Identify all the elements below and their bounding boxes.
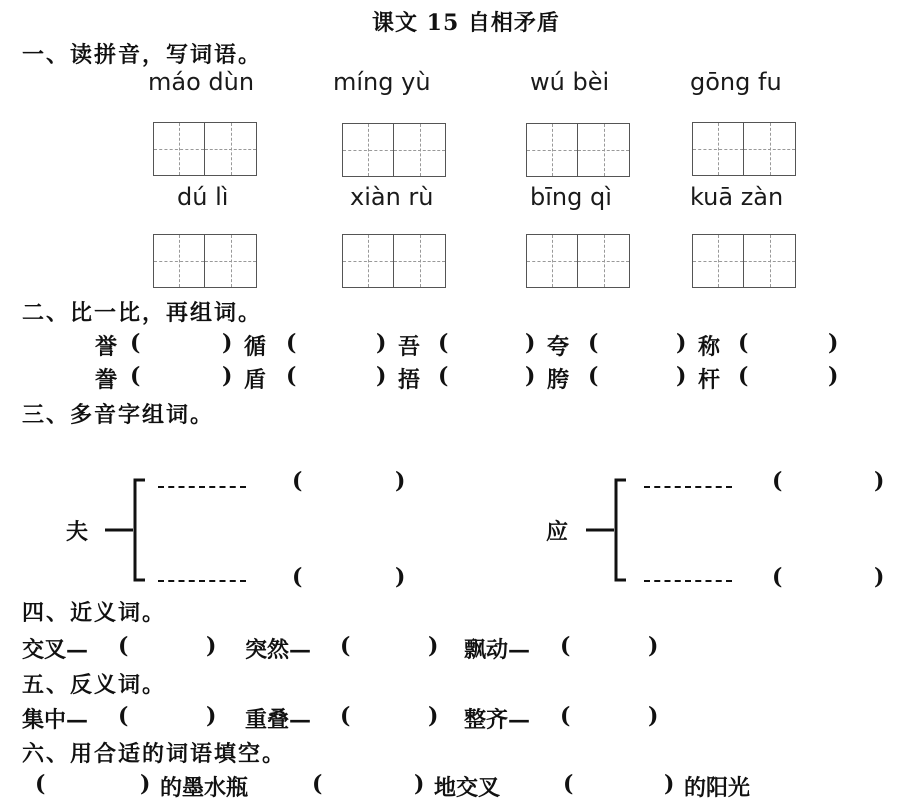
compare-char: 捂	[398, 367, 421, 393]
open-paren: (	[588, 363, 599, 389]
open-paren: (	[35, 771, 46, 797]
page-title: 课文 15 自相矛盾	[372, 10, 560, 36]
synonym-prompt: 飘动—	[464, 637, 531, 663]
open-paren: (	[340, 703, 351, 729]
close-paren: )	[376, 330, 387, 356]
answer-blank[interactable]	[158, 580, 246, 582]
close-paren: )	[525, 363, 536, 389]
section-2-heading: 二、比一比，再组词。	[22, 300, 263, 326]
fill-in-suffix: 地交叉	[434, 775, 501, 801]
writing-grid[interactable]	[526, 123, 630, 177]
answer-blank[interactable]	[158, 486, 246, 488]
close-paren: )	[206, 633, 217, 659]
close-paren: )	[676, 363, 687, 389]
compare-char: 吾	[398, 334, 421, 360]
close-paren: )	[828, 330, 839, 356]
close-paren: )	[222, 330, 233, 356]
close-paren: )	[376, 363, 387, 389]
polyphone-char: 应	[546, 519, 569, 545]
close-paren: )	[874, 468, 885, 494]
fill-in-suffix: 的墨水瓶	[160, 775, 249, 801]
open-paren: (	[563, 771, 574, 797]
close-paren: )	[648, 703, 659, 729]
close-paren: )	[525, 330, 536, 356]
section-6-heading: 六、用合适的词语填空。	[22, 741, 287, 767]
close-paren: )	[395, 468, 406, 494]
close-paren: )	[428, 703, 439, 729]
open-paren: (	[130, 363, 141, 389]
open-paren: (	[340, 633, 351, 659]
open-paren: (	[286, 330, 297, 356]
pinyin-label: máo dùn	[148, 68, 255, 96]
close-paren: )	[206, 703, 217, 729]
open-paren: (	[130, 330, 141, 356]
writing-grid[interactable]	[342, 123, 446, 177]
open-paren: (	[292, 564, 303, 590]
compare-char: 誉	[95, 334, 118, 360]
compare-char: 杆	[698, 367, 721, 393]
close-paren: )	[414, 771, 425, 797]
open-paren: (	[286, 363, 297, 389]
fill-in-suffix: 的阳光	[684, 775, 751, 801]
open-paren: (	[772, 468, 783, 494]
open-paren: (	[772, 564, 783, 590]
compare-char: 誊	[95, 367, 118, 393]
section-5-heading: 五、反义词。	[22, 672, 167, 698]
answer-blank[interactable]	[644, 580, 732, 582]
pinyin-label: míng yù	[333, 68, 431, 96]
open-paren: (	[118, 633, 129, 659]
antonym-prompt: 整齐—	[464, 707, 531, 733]
pinyin-label: dú lì	[177, 183, 229, 211]
open-paren: (	[738, 330, 749, 356]
antonym-prompt: 重叠—	[245, 707, 312, 733]
open-paren: (	[438, 330, 449, 356]
pinyin-label: bīng qì	[530, 183, 612, 211]
synonym-prompt: 交叉—	[22, 637, 89, 663]
writing-grid[interactable]	[342, 234, 446, 288]
close-paren: )	[676, 330, 687, 356]
close-paren: )	[874, 564, 885, 590]
writing-grid[interactable]	[153, 122, 257, 176]
writing-grid[interactable]	[153, 234, 257, 288]
compare-char: 胯	[547, 367, 570, 393]
open-paren: (	[738, 363, 749, 389]
antonym-prompt: 集中—	[22, 707, 89, 733]
writing-grid[interactable]	[692, 122, 796, 176]
open-paren: (	[292, 468, 303, 494]
open-paren: (	[438, 363, 449, 389]
writing-grid[interactable]	[526, 234, 630, 288]
section-1-heading: 一、读拼音，写词语。	[22, 42, 263, 68]
open-paren: (	[118, 703, 129, 729]
compare-char: 称	[698, 334, 721, 360]
close-paren: )	[428, 633, 439, 659]
compare-char: 盾	[244, 367, 267, 393]
close-paren: )	[648, 633, 659, 659]
bracket-icon	[105, 476, 150, 584]
pinyin-label: wú bèi	[530, 68, 610, 96]
compare-char: 夸	[547, 334, 570, 360]
close-paren: )	[828, 363, 839, 389]
section-4-heading: 四、近义词。	[22, 600, 167, 626]
compare-char: 循	[244, 334, 267, 360]
writing-grid[interactable]	[692, 234, 796, 288]
synonym-prompt: 突然—	[245, 637, 312, 663]
pinyin-label: kuā zàn	[690, 183, 784, 211]
close-paren: )	[222, 363, 233, 389]
pinyin-label: gōng fu	[690, 68, 782, 96]
open-paren: (	[560, 703, 571, 729]
close-paren: )	[140, 771, 151, 797]
bracket-icon	[586, 476, 631, 584]
pinyin-label: xiàn rù	[350, 183, 434, 211]
open-paren: (	[312, 771, 323, 797]
open-paren: (	[588, 330, 599, 356]
close-paren: )	[395, 564, 406, 590]
open-paren: (	[560, 633, 571, 659]
close-paren: )	[664, 771, 675, 797]
answer-blank[interactable]	[644, 486, 732, 488]
section-3-heading: 三、多音字组词。	[22, 402, 215, 428]
polyphone-char: 夫	[66, 519, 89, 545]
